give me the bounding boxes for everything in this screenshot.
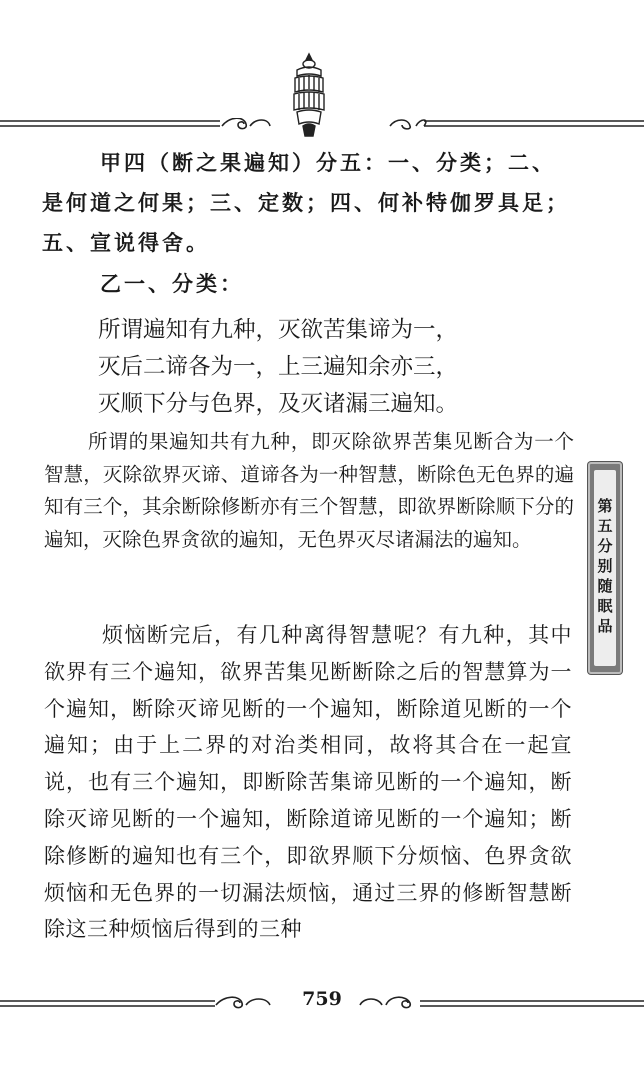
verse-line: 灭后二谛各为一，上三遍知余亦三， <box>98 354 459 380</box>
section-heading: 甲四（断之果遍知）分五：一、分类；二、是何道之何果；三、定数；四、何补特伽罗具足；五、宣说得舍。 <box>42 151 570 255</box>
sub-heading: 乙一、分类： <box>100 272 244 296</box>
cloud-scroll-icon <box>216 997 270 1007</box>
footer-ornament-left <box>0 995 285 1011</box>
chapter-side-tab-inner <box>594 470 616 666</box>
commentary-paragraph: 所谓的果遍知共有九种，即灭除欲界苦集见断合为一个智慧，灭除欲界灭谛、道谛各为一种智慧，断除色无色界的遍知有三个，其余断除修断亦有三个智慧，即欲界断除顺下分的遍知，灭除色界贪欲的遍知，无色界灭尽诸漏法的遍知。 <box>44 430 574 551</box>
footer-ornament-right <box>350 995 644 1011</box>
page-number: 759 <box>302 988 342 1010</box>
victory-banner-icon <box>285 52 333 140</box>
verse-line: 灭顺下分与色界，及灭诸漏三遍知。 <box>98 391 459 417</box>
cloud-scroll-icon <box>360 997 410 1007</box>
verse-block <box>98 312 578 423</box>
chapter-side-tab-label: 第五分别随眠品 <box>595 498 614 638</box>
explanation-paragraph: 烦恼断完后，有几种离得智慧呢？有九种，其中欲界有三个遍知，欲界苦集见断断除之后的智慧算为一个遍知，断除灭谛见断的一个遍知，断除道见断的一个遍知；由于上二界的对治类相同，故将其合在一起宣说，也有三个遍知，即断除苦集谛见断的一个遍知，断除灭谛见断的一个遍知，断除道谛见断的一个遍知；断除修断的遍知也有三个，即欲界顺下分烦恼、色界贪欲烦恼和无色界的一切漏法烦恼，通过三界的修断智慧断除这三种烦恼后得到的三种 <box>44 623 572 942</box>
chapter-side-tab <box>588 462 622 674</box>
verse-line: 所谓遍知有九种，灭欲苦集谛为一， <box>98 317 459 343</box>
